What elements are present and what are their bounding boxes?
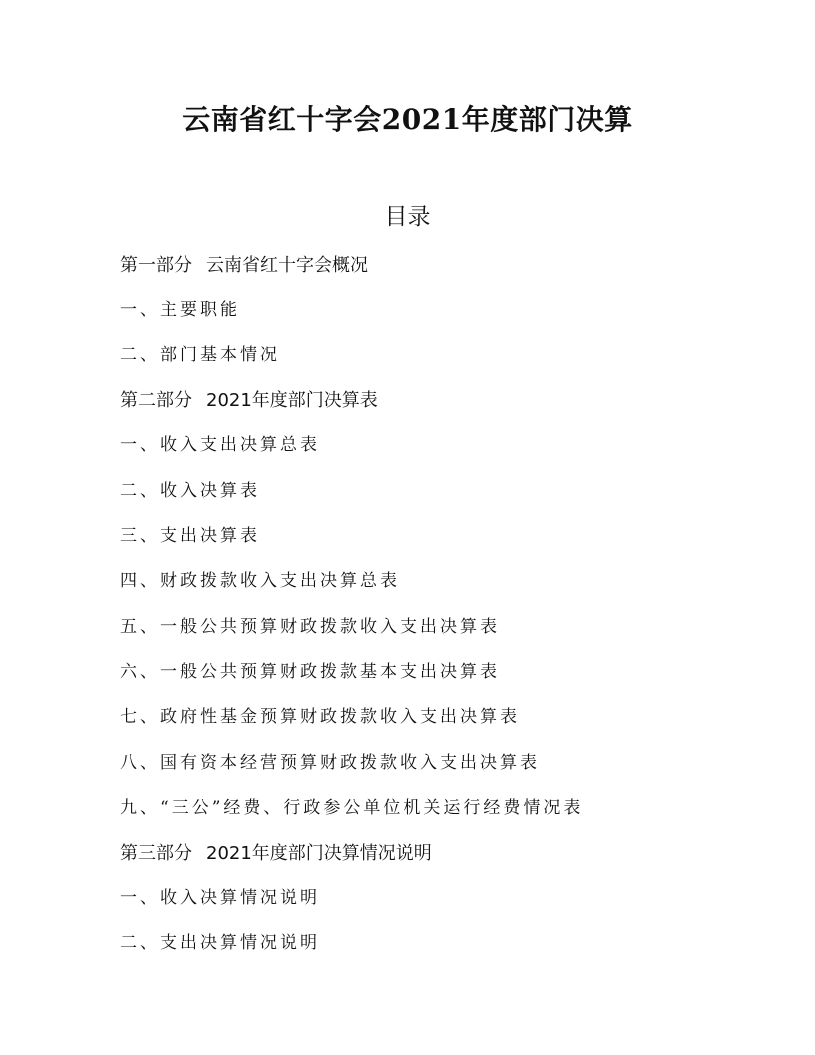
toc-heading: 目录 [384, 204, 431, 230]
toc-part-text: 2021年度部门决算表 [206, 390, 378, 411]
toc-item: 一、收入决算情况说明 [120, 888, 320, 908]
toc-part-label: 第二部分 [120, 390, 192, 411]
toc-part-1 [120, 251, 368, 281]
toc-part-text: 2021年度部门决算情况说明 [206, 843, 432, 864]
toc-item: 二、支出决算情况说明 [120, 933, 320, 953]
toc-item: 一、收入支出决算总表 [120, 435, 320, 455]
toc-item: 八、国有资本经营预算财政拨款收入支出决算表 [120, 753, 540, 773]
toc-item: 六、一般公共预算财政拨款基本支出决算表 [120, 662, 500, 682]
toc-item: 二、收入决算表 [120, 481, 260, 501]
toc-part-label: 第一部分 [120, 255, 192, 276]
toc-part-label: 第三部分 [120, 843, 192, 864]
toc-item: 三、支出决算表 [120, 526, 260, 546]
toc-item: 九、“三公”经费、行政参公单位机关运行经费情况表 [120, 798, 584, 818]
toc-item: 一、主要职能 [120, 300, 240, 320]
toc-part-3 [120, 839, 432, 869]
document-title: 云南省红十字会2021年度部门决算 [182, 103, 633, 136]
toc-part-text: 云南省红十字会概况 [206, 255, 368, 276]
toc-item: 七、政府性基金预算财政拨款收入支出决算表 [120, 707, 520, 727]
toc-item: 四、财政拨款收入支出决算总表 [120, 571, 400, 591]
toc-item: 五、一般公共预算财政拨款收入支出决算表 [120, 617, 500, 637]
toc-item: 二、部门基本情况 [120, 345, 280, 365]
toc-part-2 [120, 386, 378, 416]
